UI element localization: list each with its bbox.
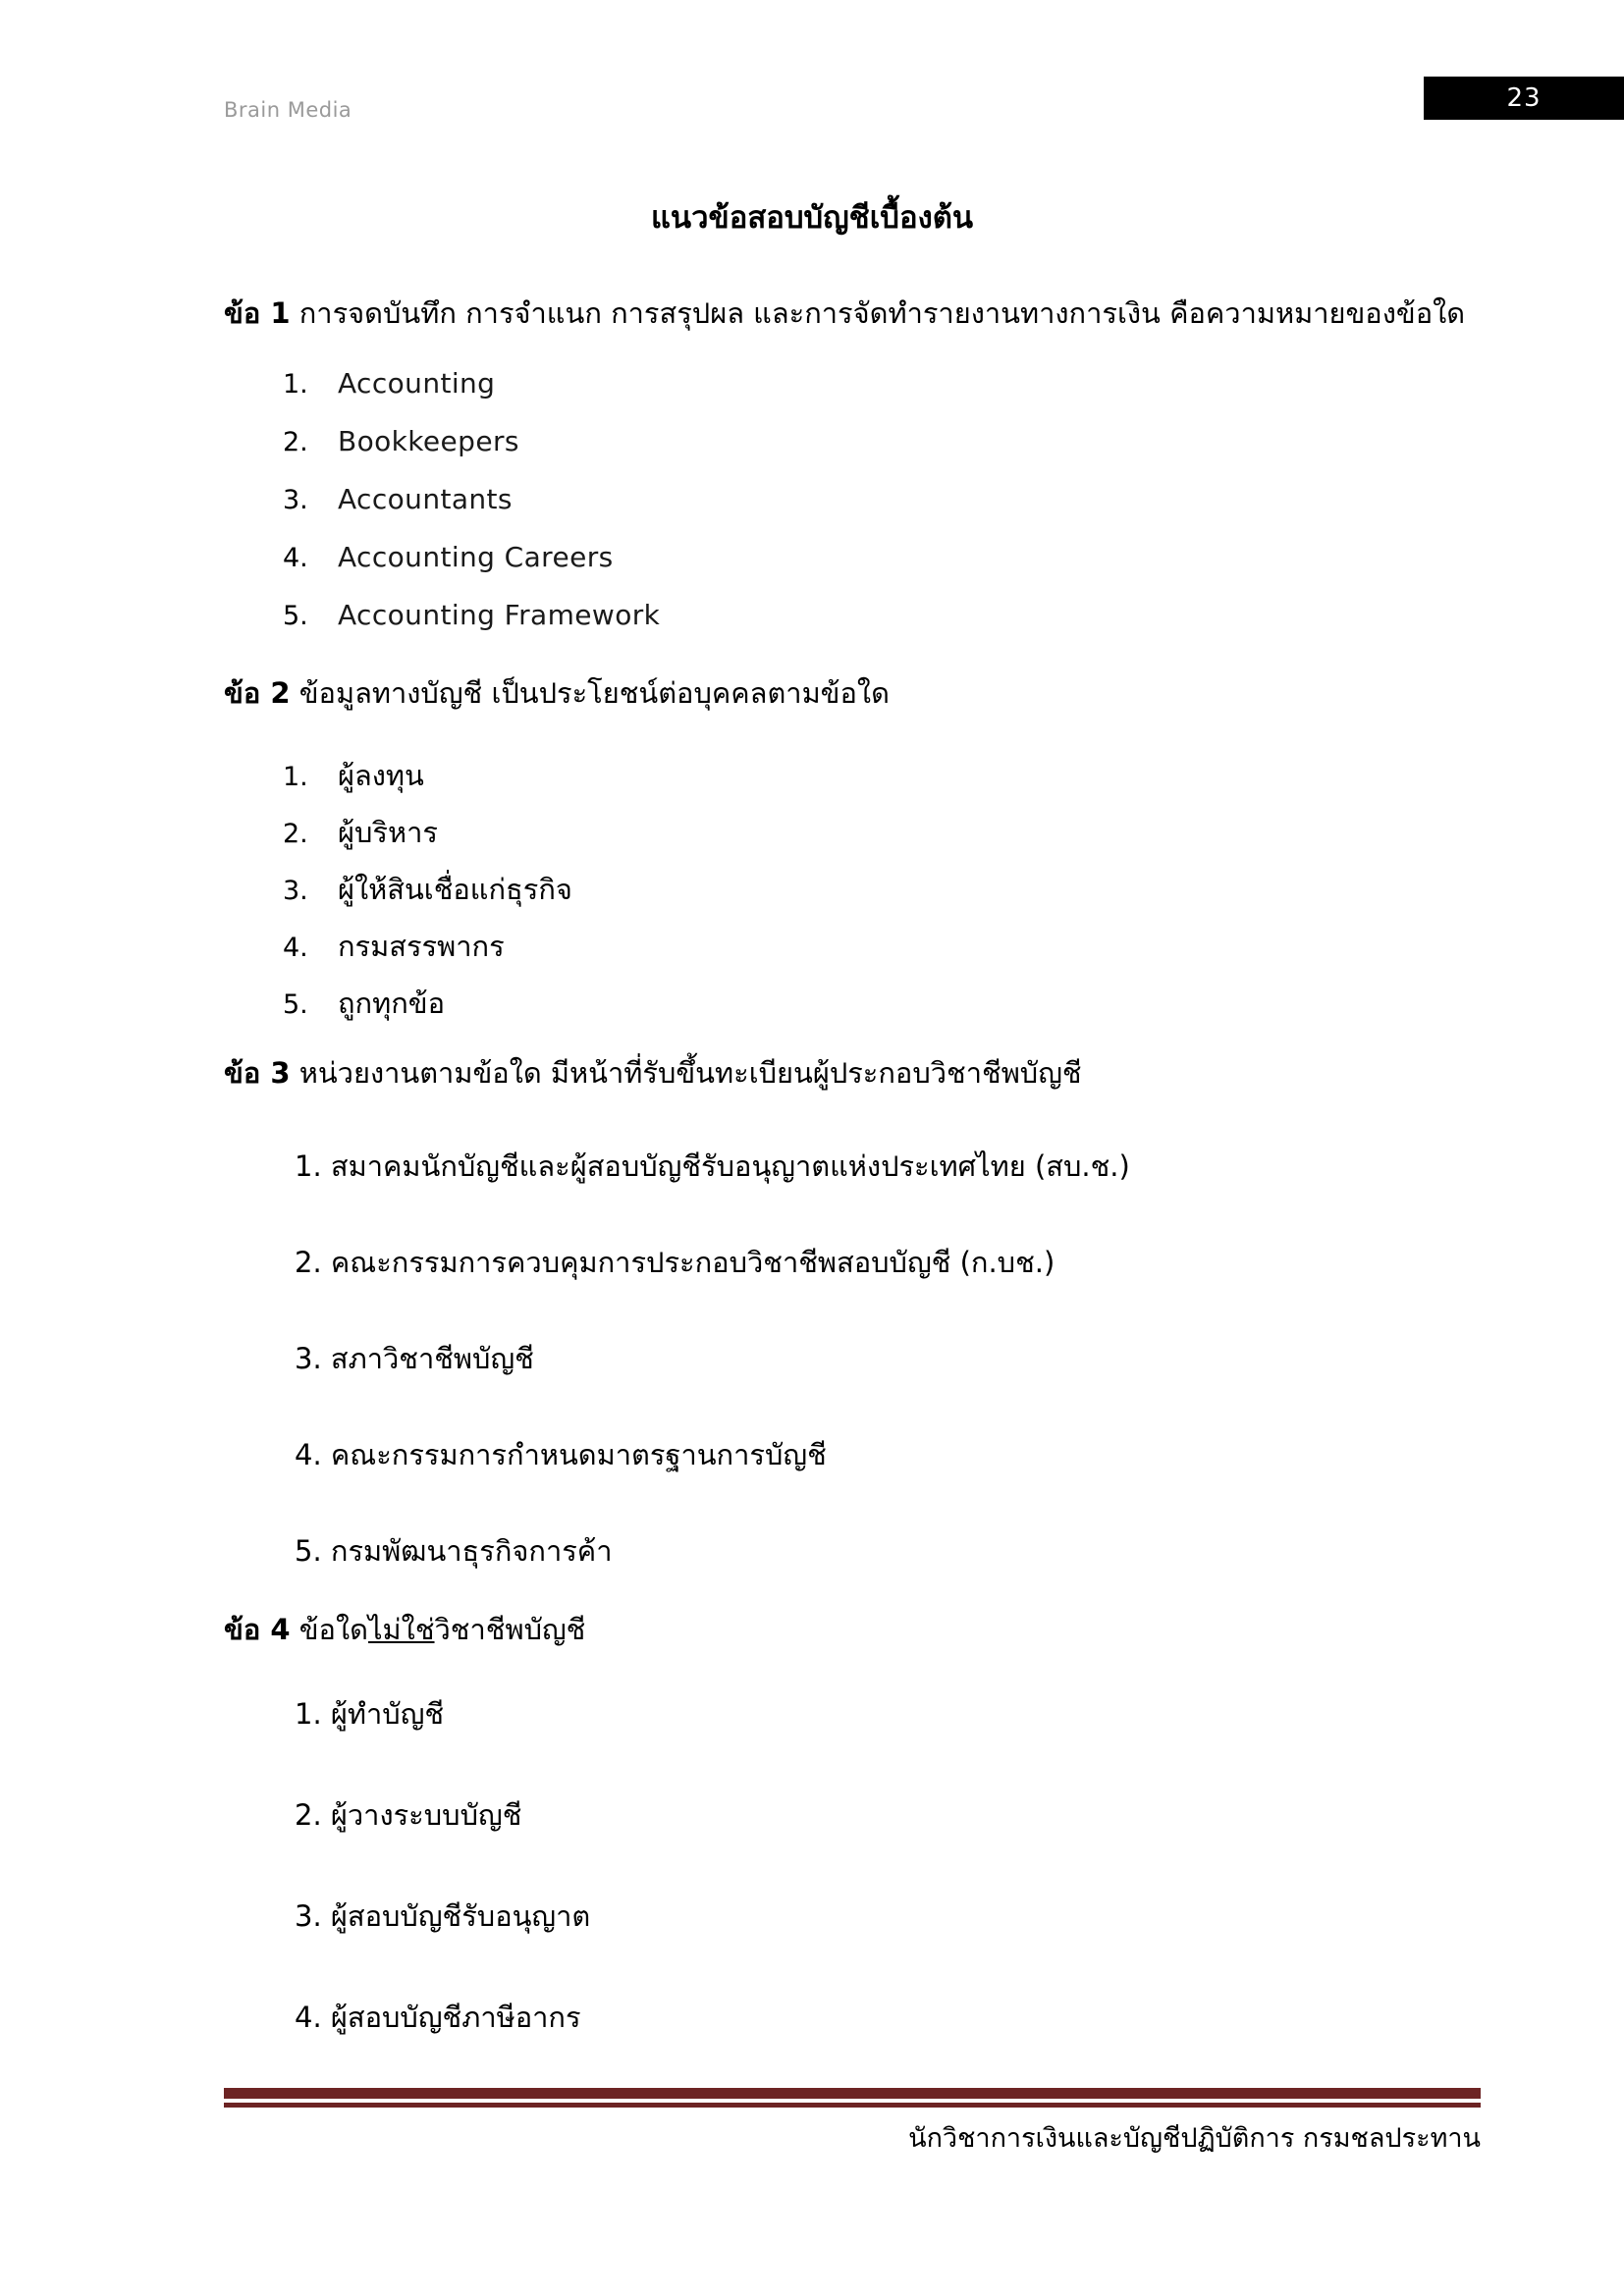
question-4-choices xyxy=(295,1691,590,2040)
footer-rule-thick xyxy=(224,2088,1481,2099)
page-number-badge xyxy=(1424,77,1624,120)
question-2-text: ข้อมูลทางบัญชี เป็นประโยชน์ต่อบุคคลตามข้อใด xyxy=(298,676,890,710)
choice-label: ผู้ให้สินเชื่อแก่ธุรกิจ xyxy=(338,873,572,906)
choice-number: 2. xyxy=(283,427,308,457)
question-2-choices xyxy=(283,753,572,1038)
choice-item[interactable] xyxy=(283,924,572,981)
question-3 xyxy=(224,1050,1082,1095)
footer-text: นักวิชาการเงินและบัญชีปฏิบัติการ กรมชลประทาน xyxy=(908,2123,1481,2154)
choice-item[interactable]: 1. ผู้ทำบัญชี xyxy=(295,1697,445,1731)
running-head: Brain Media xyxy=(224,98,352,122)
footer-rule-thin xyxy=(224,2103,1481,2108)
question-4 xyxy=(224,1607,585,1652)
question-3-choices xyxy=(295,1144,1130,1574)
choice-item[interactable] xyxy=(283,867,572,924)
choice-item[interactable]: 3. สภาวิชาชีพบัญชี xyxy=(295,1342,534,1375)
choice-number: 4. xyxy=(283,933,308,963)
choice-number: 4. xyxy=(283,543,308,573)
question-3-text: หน่วยงานตามข้อใด มีหน้าที่รับขึ้นทะเบียนผู้ประกอบวิชาชีพบัญชี xyxy=(298,1056,1082,1090)
choice-item[interactable] xyxy=(283,541,660,599)
choice-label: ผู้ลงทุน xyxy=(338,759,424,792)
choice-number: 3. xyxy=(283,485,308,515)
choice-number: 1. xyxy=(283,762,308,792)
choice-item[interactable]: 3. ผู้สอบบัญชีรับอนุญาต xyxy=(295,1899,591,1933)
page-title: แนวข้อสอบบัญชีเบื้องต้น xyxy=(650,200,974,236)
choice-item[interactable]: 4. ผู้สอบบัญชีภาษีอากร xyxy=(295,2001,581,2034)
choice-label: ผู้บริหาร xyxy=(338,816,438,849)
choice-item[interactable] xyxy=(283,810,572,867)
choice-label: Accounting Framework xyxy=(338,599,661,631)
choice-label: Accounting Careers xyxy=(338,541,614,573)
choice-item[interactable] xyxy=(283,599,660,657)
choice-number: 1. xyxy=(283,369,308,400)
question-4-text-before: ข้อใด xyxy=(298,1613,368,1646)
question-1-label: ข้อ 1 xyxy=(224,296,291,330)
choice-label: Accounting xyxy=(338,367,496,400)
question-4-label: ข้อ 4 xyxy=(224,1613,291,1646)
question-3-label: ข้อ 3 xyxy=(224,1056,291,1090)
page-number-text: 23 xyxy=(1506,83,1542,113)
choice-label: Accountants xyxy=(338,483,513,515)
question-4-text-after: วิชาชีพบัญชี xyxy=(434,1613,586,1646)
question-1-text: การจดบันทึก การจำแนก การสรุปผล และการจัดทำรายงานทางการเงิน คือความหมายของข้อใด xyxy=(298,296,1466,330)
choice-number: 2. xyxy=(283,819,308,849)
choice-item[interactable] xyxy=(283,483,660,541)
choice-item[interactable]: 2. ผู้วางระบบบัญชี xyxy=(295,1798,522,1832)
choice-number: 5. xyxy=(283,989,308,1020)
question-4-text-underlined: ไม่ใช่ xyxy=(367,1613,435,1646)
choice-number: 3. xyxy=(283,876,308,906)
question-2-label: ข้อ 2 xyxy=(224,676,291,710)
choice-item[interactable]: 2. คณะกรรมการควบคุมการประกอบวิชาชีพสอบบัญชี (ก.บช.) xyxy=(295,1246,1056,1279)
choice-label: กรมสรรพากร xyxy=(338,930,505,963)
choice-item[interactable] xyxy=(283,367,660,425)
choice-item[interactable]: 4. คณะกรรมการกำหนดมาตรฐานการบัญชี xyxy=(295,1438,827,1471)
question-1-choices xyxy=(283,367,660,657)
choice-item[interactable] xyxy=(283,425,660,483)
choice-item[interactable] xyxy=(283,753,572,810)
choice-item[interactable]: 5. กรมพัฒนาธุรกิจการค้า xyxy=(295,1534,613,1568)
question-1 xyxy=(224,291,1465,336)
choice-label: ถูกทุกข้อ xyxy=(338,987,446,1020)
choice-number: 5. xyxy=(283,601,308,631)
choice-item[interactable] xyxy=(283,981,572,1038)
question-2 xyxy=(224,670,890,716)
choice-item[interactable]: 1. สมาคมนักบัญชีและผู้สอบบัญชีรับอนุญาตแห่งประเทศไทย (สบ.ช.) xyxy=(295,1149,1130,1183)
choice-label: Bookkeepers xyxy=(338,425,519,457)
